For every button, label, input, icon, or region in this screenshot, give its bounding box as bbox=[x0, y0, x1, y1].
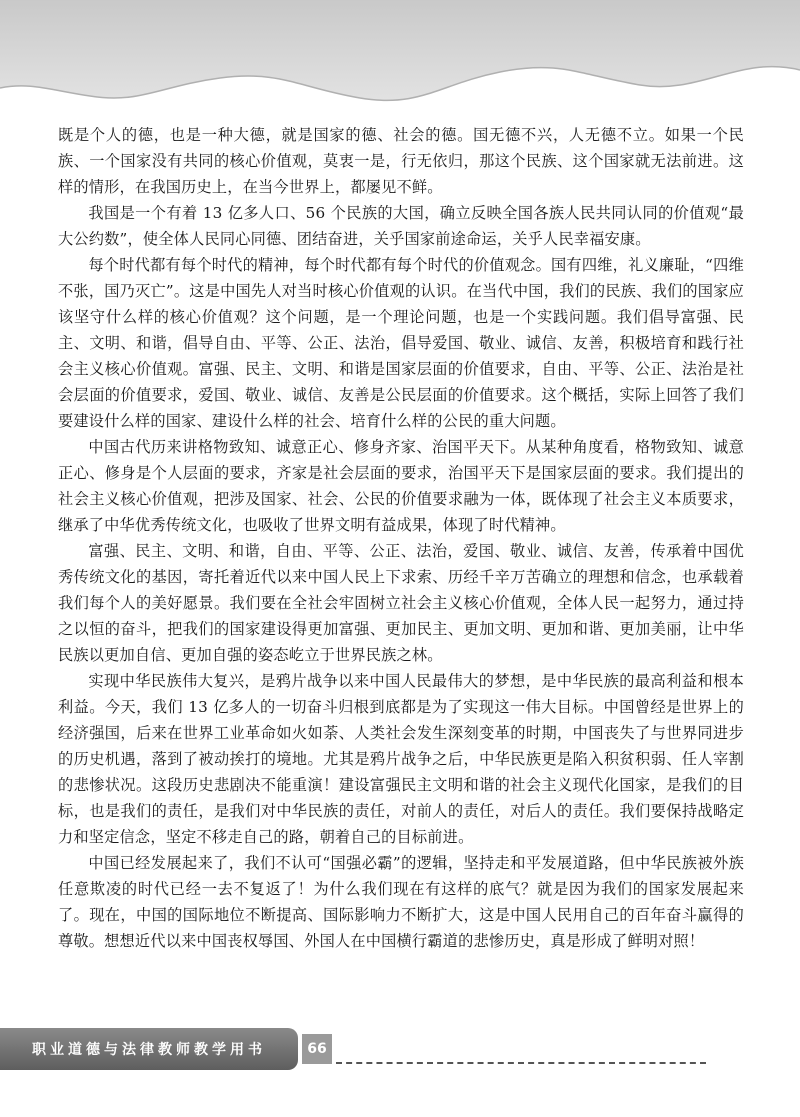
page-footer bbox=[0, 1028, 800, 1088]
paragraph: 实现中华民族伟大复兴，是鸦片战争以来中国人民最伟大的梦想，是中华民族的最高利益和根本利益。今天，我们 13 亿多人的一切奋斗归根到底都是为了实现这一伟大目标。中国曾经是世界上的经济强国，后来在世界工业革命如火如荼、人类社会发生深刻变革的时期，中国丧失了与世界同进步的历史机遇，落到了被动挨打的境地。尤其是鸦片战争之后，中华民族更是陷入积贫积弱、任人宰割的悲惨状况。这段历史悲剧决不能重演！建设富强民主文明和谐的社会主义现代化国家，是我们的目标，也是我们的责任，是我们对中华民族的责任，对前人的责任，对后人的责任。我们要保持战略定力和坚定信念，坚定不移走自己的路，朝着自己的目标前进。 bbox=[58, 672, 744, 846]
body-text bbox=[58, 122, 744, 954]
page-number: 66 bbox=[302, 1034, 332, 1064]
paragraph: 中国已经发展起来了，我们不认可“国强必霸”的逻辑，坚持走和平发展道路，但中华民族被外族任意欺凌的时代已经一去不复返了！为什么我们现在有这样的底气？就是因为我们的国家发展起来了。现在，中国的国际地位不断提高、国际影响力不断扩大，这是中国人民用自己的百年奋斗赢得的尊敬。想想近代以来中国丧权辱国、外国人在中国横行霸道的悲惨历史，真是形成了鲜明对照！ bbox=[58, 854, 744, 950]
paragraph: 每个时代都有每个时代的精神，每个时代都有每个时代的价值观念。国有四维，礼义廉耻，“四维不张，国乃灭亡”。这是中国先人对当时核心价值观的认识。在当代中国，我们的民族、我们的国家应该坚守什么样的核心价值观？这个问题，是一个理论问题，也是一个实践问题。我们倡导富强、民主、文明、和谐，倡导自由、平等、公正、法治，倡导爱国、敬业、诚信、友善，积极培育和践行社会主义核心价值观。富强、民主、文明、和谐是国家层面的价值要求，自由、平等、公正、法治是社会层面的价值要求，爱国、敬业、诚信、友善是公民层面的价值要求。这个概括，实际上回答了我们要建设什么样的国家、建设什么样的社会、培育什么样的公民的重大问题。 bbox=[58, 256, 744, 430]
paragraph: 既是个人的德，也是一种大德，就是国家的德、社会的德。国无德不兴，人无德不立。如果一个民族、一个国家没有共同的核心价值观，莫衷一是，行无依归，那这个民族、这个国家就无法前进。这样的情形，在我国历史上，在当今世界上，都屡见不鲜。 bbox=[58, 126, 744, 196]
header-wave-decoration bbox=[0, 0, 800, 120]
paragraph: 中国古代历来讲格物致知、诚意正心、修身齐家、治国平天下。从某种角度看，格物致知、诚意正心、修身是个人层面的要求，齐家是社会层面的要求，治国平天下是国家层面的要求。我们提出的社会主义核心价值观，把涉及国家、社会、公民的价值要求融为一体，既体现了社会主义本质要求，继承了中华优秀传统文化，也吸收了世界文明有益成果，体现了时代精神。 bbox=[58, 438, 744, 534]
paragraph: 富强、民主、文明、和谐，自由、平等、公正、法治，爱国、敬业、诚信、友善，传承着中国优秀传统文化的基因，寄托着近代以来中国人民上下求索、历经千辛万苦确立的理想和信念，也承载着我们每个人的美好愿景。我们要在全社会牢固树立社会主义核心价值观，全体人民一起努力，通过持之以恒的奋斗，把我们的国家建设得更加富强、更加民主、更加文明、更加和谐、更加美丽，让中华民族以更加自信、更加自强的姿态屹立于世界民族之林。 bbox=[58, 542, 744, 664]
paragraph: 我国是一个有着 13 亿多人口、56 个民族的大国，确立反映全国各族人民共同认同的价值观“最大公约数”，使全体人民同心同德、团结奋进，关乎国家前途命运，关乎人民幸福安康。 bbox=[58, 204, 744, 248]
footer-book-title: 职业道德与法律教师教学用书 bbox=[0, 1028, 298, 1070]
footer-dashed-rule bbox=[336, 1062, 706, 1064]
